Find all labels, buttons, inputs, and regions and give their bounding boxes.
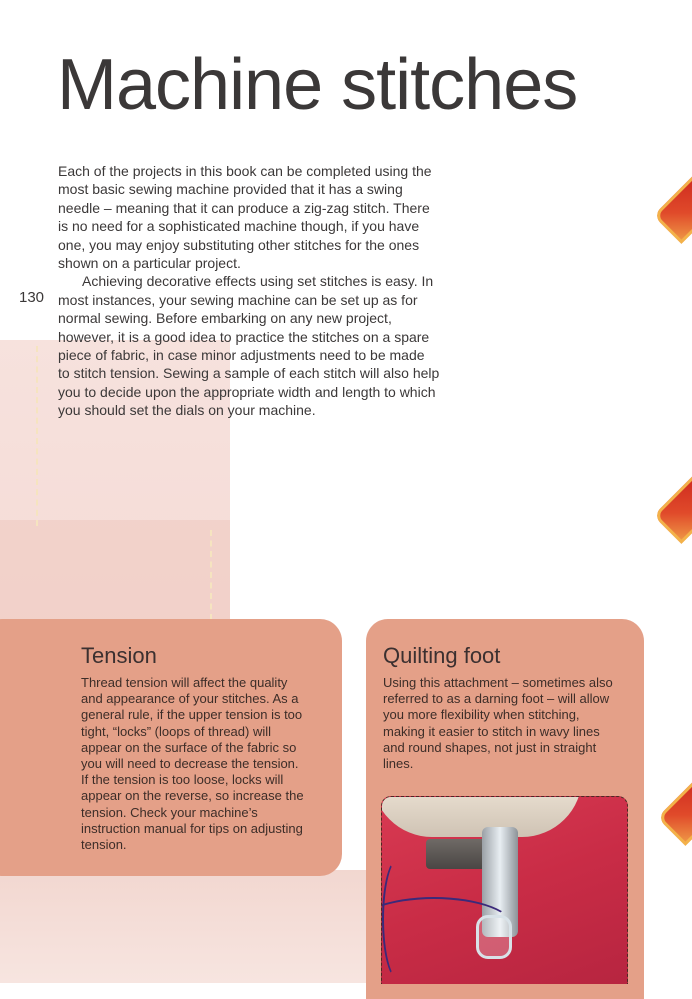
background-fabric-bottom	[0, 870, 370, 983]
tension-body: Thread tension will affect the quality and appearance of your stitches. As a general rule, if the upper tension is too tight, “locks” (loops of thread) will appear on the surface of the fabric so you will need to decrease the tension. If the tension is too loose, locks will appear on the reverse, so increase the tension. Check your machine’s instruction manual for tips on adjusting tension.	[81, 675, 304, 853]
heart-decoration	[653, 166, 692, 244]
heart-decoration	[653, 466, 692, 544]
quilting-foot-body: Using this attachment – sometimes also referred to as a darning foot – will allow you more flexibility when stitching, making it easier to stitch in wavy lines and round shapes, not just in straight lines.	[383, 675, 613, 772]
quilting-foot-heading: Quilting foot	[383, 643, 501, 668]
stitch-line-decoration	[36, 346, 38, 526]
quilting-foot-photo	[381, 796, 628, 984]
thread-line-image	[382, 857, 416, 981]
tension-heading: Tension	[81, 643, 157, 668]
page-number: 130	[19, 289, 45, 306]
intro-paragraph: Each of the projects in this book can be completed using the most basic sewing machine provided that it has a swing needle – meaning that it can produce a zig-zag stitch. There is no need for a sophisticated machine though, if you have one, you may enjoy substituting other stitches for the ones shown on a particular project.	[58, 163, 432, 272]
heart-decoration	[657, 768, 692, 846]
page-title: Machine stitches	[57, 45, 578, 125]
stitch-line-decoration	[210, 530, 212, 620]
intro-paragraph: Achieving decorative effects using set stitches is easy. In most instances, your sewing machine can be set up as for normal sewing. Before embarking on any new project, however, it is a good idea to practice the stitches on a spare piece of fabric, in case minor adjustments need to be made to stitch tension. Sewing a sample of each stitch will also help you to decide upon the appropriate width and length to which you should set the dials on your machine.	[58, 273, 440, 419]
presser-bar-image	[426, 839, 486, 869]
intro-text	[58, 162, 440, 420]
tension-panel	[0, 619, 342, 876]
